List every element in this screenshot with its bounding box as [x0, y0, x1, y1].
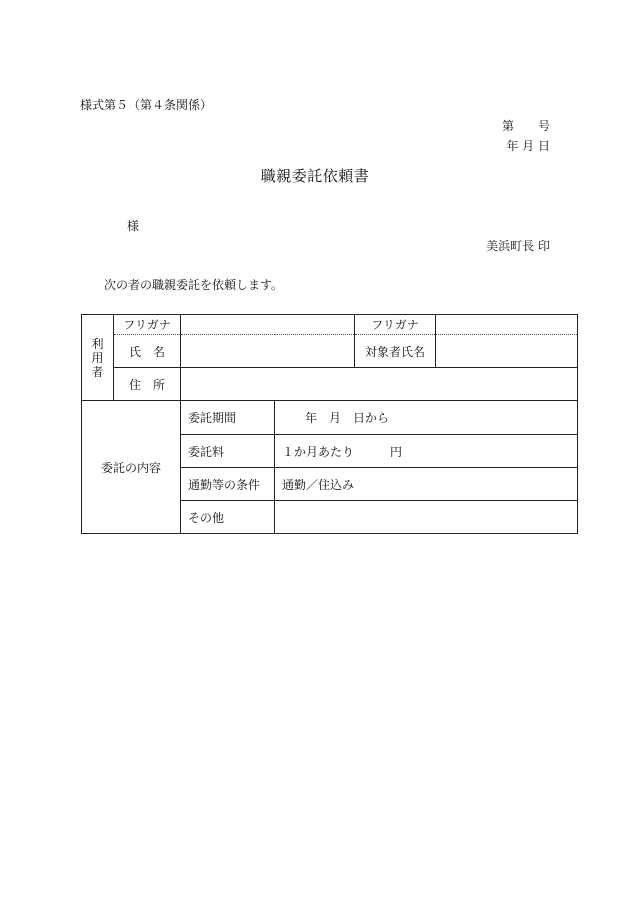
commute-condition-field[interactable]: 通勤／住込み	[275, 468, 578, 501]
name-field[interactable]	[181, 335, 355, 368]
contract-period-label: 委託期間	[181, 401, 275, 435]
document-title: 職親委託依頼書	[260, 167, 370, 185]
user-label-char: 用	[91, 350, 104, 365]
commute-condition-label: 通勤等の条件	[181, 468, 275, 501]
contract-fee-field[interactable]: １か月あたり 円	[275, 435, 578, 468]
document-date: 年 月 日	[506, 139, 550, 153]
addressee-honorific: 様	[127, 219, 140, 233]
address-label: 住 所	[114, 368, 181, 401]
request-form-table	[81, 314, 578, 534]
other-label: その他	[181, 501, 275, 534]
contract-section-label: 委託の内容	[82, 401, 181, 534]
user-section-label	[82, 315, 114, 401]
furigana-field[interactable]	[181, 315, 355, 335]
target-name-label: 対象者氏名	[355, 335, 436, 368]
target-furigana-field[interactable]	[436, 315, 578, 335]
other-field[interactable]	[275, 501, 578, 534]
form-number-label: 様式第５（第４条関係）	[80, 98, 213, 112]
user-label-char: 利	[91, 336, 104, 351]
document-number: 第 号	[501, 119, 550, 133]
user-label-char: 者	[91, 364, 104, 379]
target-furigana-label: フリガナ	[355, 315, 436, 335]
request-statement: 次の者の職親委託を依頼します。	[104, 278, 284, 292]
name-label: 氏 名	[114, 335, 181, 368]
address-field[interactable]	[181, 368, 578, 401]
target-name-field[interactable]	[436, 335, 578, 368]
contract-fee-label: 委託料	[181, 435, 275, 468]
furigana-label: フリガナ	[114, 315, 181, 335]
issuer-seal: 美浜町長 印	[486, 239, 550, 253]
contract-period-field[interactable]: 年 月 日から	[275, 401, 578, 435]
